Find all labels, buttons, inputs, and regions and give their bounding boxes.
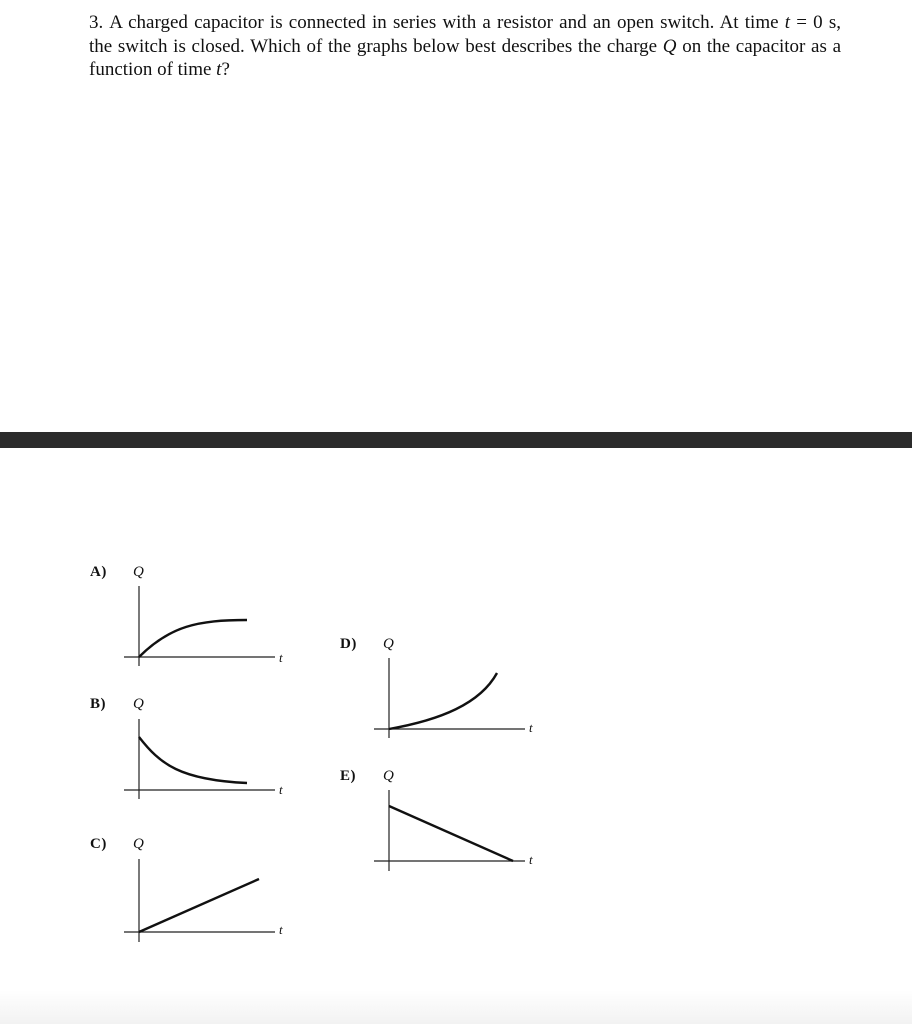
question-page xyxy=(0,0,912,432)
choice-d-graph xyxy=(330,632,560,744)
t-axis-label: t xyxy=(279,782,283,797)
choice-c-graph xyxy=(0,832,300,947)
variable-t: t xyxy=(216,59,222,80)
choice-d[interactable] xyxy=(330,632,560,744)
question-text xyxy=(89,11,841,82)
q-axis-label: Q xyxy=(133,836,144,852)
question-number: 3. xyxy=(89,12,104,33)
page-divider xyxy=(0,432,912,448)
t-axis-label: t xyxy=(279,922,283,937)
choice-b[interactable] xyxy=(0,692,300,807)
charge-curve xyxy=(139,620,247,657)
t-axis-label: t xyxy=(529,852,533,867)
question-text-part: = 0 s, the switch is closed. Which of the graphs below best describes the charge xyxy=(89,12,842,57)
charge-curve xyxy=(389,806,513,861)
t-axis-label: t xyxy=(529,720,533,735)
choice-e-graph xyxy=(330,768,560,880)
q-axis-label: Q xyxy=(133,564,144,580)
page-bottom-edge xyxy=(0,990,912,1024)
charge-curve xyxy=(139,879,259,932)
choice-a-graph xyxy=(0,560,300,670)
charge-curve xyxy=(139,737,247,783)
t-axis-label: t xyxy=(279,650,283,665)
choice-label: C) xyxy=(90,836,107,852)
choice-a[interactable] xyxy=(0,560,300,670)
q-axis-label: Q xyxy=(133,696,144,712)
q-axis-label: Q xyxy=(383,768,394,784)
choice-b-graph xyxy=(0,692,300,807)
choice-label: A) xyxy=(90,564,107,580)
choice-c[interactable] xyxy=(0,832,300,947)
question-text-part: A charged capacitor is connected in series with a resistor and an open switch. At time xyxy=(109,12,785,33)
variable-t: t xyxy=(784,12,791,33)
q-axis-label: Q xyxy=(383,636,394,652)
choice-label: E) xyxy=(340,768,356,784)
variable-q: Q xyxy=(662,35,677,57)
question-text-part: ? xyxy=(221,59,230,80)
choice-label: D) xyxy=(340,636,357,652)
choice-e[interactable] xyxy=(330,768,560,880)
question-text-part: on the capacitor as a function of time xyxy=(89,35,841,80)
charge-curve xyxy=(389,673,497,729)
choice-label: B) xyxy=(90,696,106,712)
